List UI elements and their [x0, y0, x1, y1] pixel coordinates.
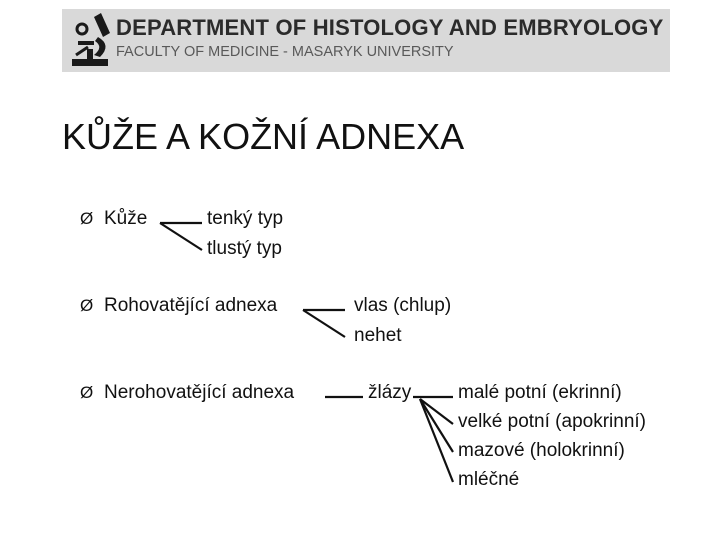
subbranch-velke-potni: velké potní (apokrinní) [458, 411, 646, 432]
slide-title: KŮŽE A KOŽNÍ ADNEXA [62, 116, 465, 157]
bullet-icon: Ø [80, 296, 94, 315]
branch-tenky-typ: tenký typ [207, 208, 284, 229]
connector-line [303, 310, 345, 337]
connector-line [160, 223, 202, 250]
branch-tlusty-typ: tlustý typ [207, 238, 282, 259]
branch-vlas: vlas (chlup) [354, 295, 452, 316]
item-label-nerohovatejici: Nerohovatějící adnexa [104, 382, 295, 403]
faculty-name: FACULTY OF MEDICINE - MASARYK UNIVERSITY [116, 44, 454, 60]
subbranch-mazove: mazové (holokrinní) [458, 440, 625, 461]
bullet-icon: Ø [80, 383, 94, 402]
item-label-rohovatejici: Rohovatějící adnexa [104, 295, 278, 316]
item-label-kuze: Kůže [104, 208, 148, 229]
branch-nehet: nehet [354, 325, 402, 346]
child-zlazy: žlázy [368, 382, 412, 403]
department-name: DEPARTMENT OF HISTOLOGY AND EMBRYOLOGY [116, 15, 664, 40]
subbranch-mlecne: mléčné [458, 469, 520, 490]
connector-line [420, 399, 453, 452]
bullet-icon: Ø [80, 209, 94, 228]
subbranch-male-potni: malé potní (ekrinní) [458, 382, 622, 403]
